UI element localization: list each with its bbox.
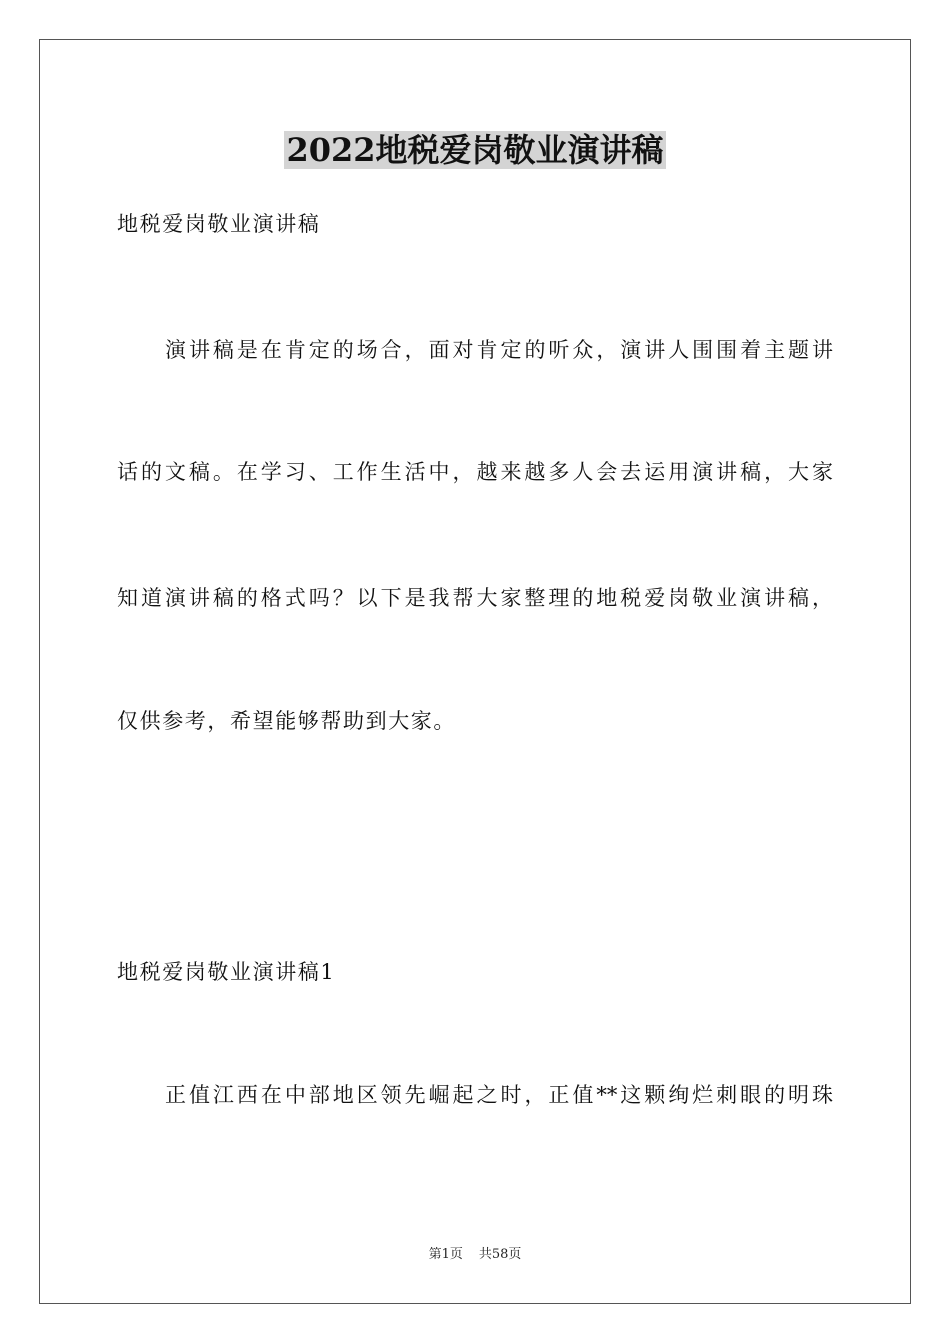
intro-line-4: 仅供参考，希望能够帮助到大家。 [117,709,456,733]
section-heading: 地税爱岗敬业演讲稿1 [117,960,336,984]
intro-line-1: 演讲稿是在肯定的场合，面对肯定的听众，演讲人围围着主题讲 [165,338,833,362]
section-line-1: 正值江西在中部地区领先崛起之时，正值**这颗绚烂刺眼的明珠 [165,1083,833,1107]
document-title [0,128,950,172]
page-number: 第1页 [428,1247,463,1262]
document-subtitle: 地税爱岗敬业演讲稿 [117,212,321,236]
document-title-text: 2022地税爱岗敬业演讲稿 [286,131,664,169]
page-total: 共58页 [478,1247,522,1262]
intro-line-3: 知道演讲稿的格式吗？以下是我帮大家整理的地税爱岗敬业演讲稿， [117,586,833,610]
page-footer [0,1246,950,1264]
intro-line-2: 话的文稿。在学习、工作生活中，越来越多人会去运用演讲稿，大家 [117,460,833,484]
